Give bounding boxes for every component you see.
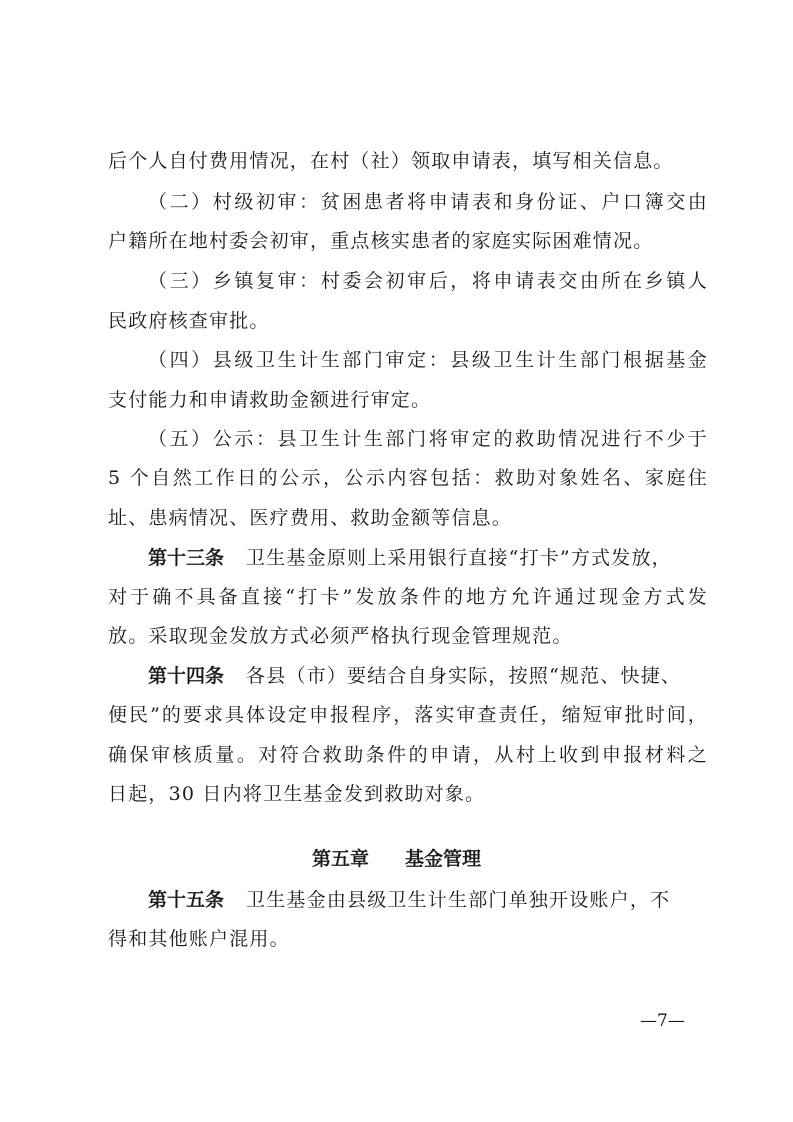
page-number: —7— [640, 1011, 685, 1031]
text: 卫生基金原则上采用银行直接“打卡”方式发放， [246, 547, 672, 569]
text: 民政府核查审批。 [108, 310, 270, 332]
paragraph-line [108, 585, 708, 609]
article-title: 第十五条 [148, 889, 225, 911]
paragraph-line [148, 427, 708, 451]
article-15-first-line [148, 888, 708, 912]
text: 得和其他账户混用。 [108, 928, 290, 950]
text: 户籍所在地村委会初审，重点核实患者的家庭实际困难情况。 [108, 230, 654, 252]
article-13-first-line [148, 546, 708, 570]
article-title: 第十三条 [148, 547, 225, 569]
article-14-first-line [148, 664, 708, 688]
text: （五）公示：县卫生计生部门将审定的救助情况进行不少于 [148, 428, 708, 450]
text: 便民”的要求具体设定申报程序，落实审查责任，缩短审批时间， [108, 704, 708, 726]
paragraph-line [108, 743, 708, 767]
paragraph-line [148, 348, 708, 372]
paragraph-line [108, 506, 708, 530]
text: 日起，30 日内将卫生基金发到救助对象。 [108, 783, 486, 805]
text: （二）村级初审：贫困患者将申请表和身份证、户口簿交由 [148, 191, 708, 213]
text: 支付能力和申请救助金额进行审定。 [108, 389, 432, 411]
paragraph-line [108, 782, 708, 806]
paragraph-line [108, 388, 708, 412]
chapter-number: 第五章 [311, 848, 369, 870]
text: 后个人自付费用情况，在村（社）领取申请表，填写相关信息。 [108, 150, 674, 172]
paragraph-line [108, 466, 708, 490]
text: 址、患病情况、医疗费用、救助金额等信息。 [108, 507, 513, 529]
paragraph-line [108, 309, 708, 333]
paragraph-line [108, 927, 708, 951]
paragraph-line [148, 269, 708, 293]
article-title: 第十四条 [148, 665, 225, 687]
text: 各县（市）要结合自身实际，按照“规范、快捷、 [246, 665, 682, 687]
text: 确保审核质量。对符合救助条件的申请，从村上收到申报材料之 [108, 744, 708, 766]
chapter-heading [0, 847, 793, 871]
text: 卫生基金由县级卫生计生部门单独开设账户，不 [246, 889, 671, 911]
paragraph-line [108, 703, 708, 727]
text: （三）乡镇复审：村委会初审后，将申请表交由所在乡镇人 [148, 270, 708, 292]
paragraph-line [108, 624, 708, 648]
text: 放。采取现金发放方式必须严格执行现金管理规范。 [108, 625, 573, 647]
paragraph-line [108, 149, 708, 173]
text: 对于确不具备直接“打卡”发放条件的地方允许通过现金方式发 [108, 586, 708, 608]
paragraph-line [148, 190, 708, 214]
paragraph-line [108, 229, 708, 253]
text: 5 个自然工作日的公示，公示内容包括：救助对象姓名、家庭住 [108, 467, 708, 489]
text: （四）县级卫生计生部门审定：县级卫生计生部门根据基金 [148, 349, 708, 371]
chapter-title: 基金管理 [405, 848, 482, 870]
